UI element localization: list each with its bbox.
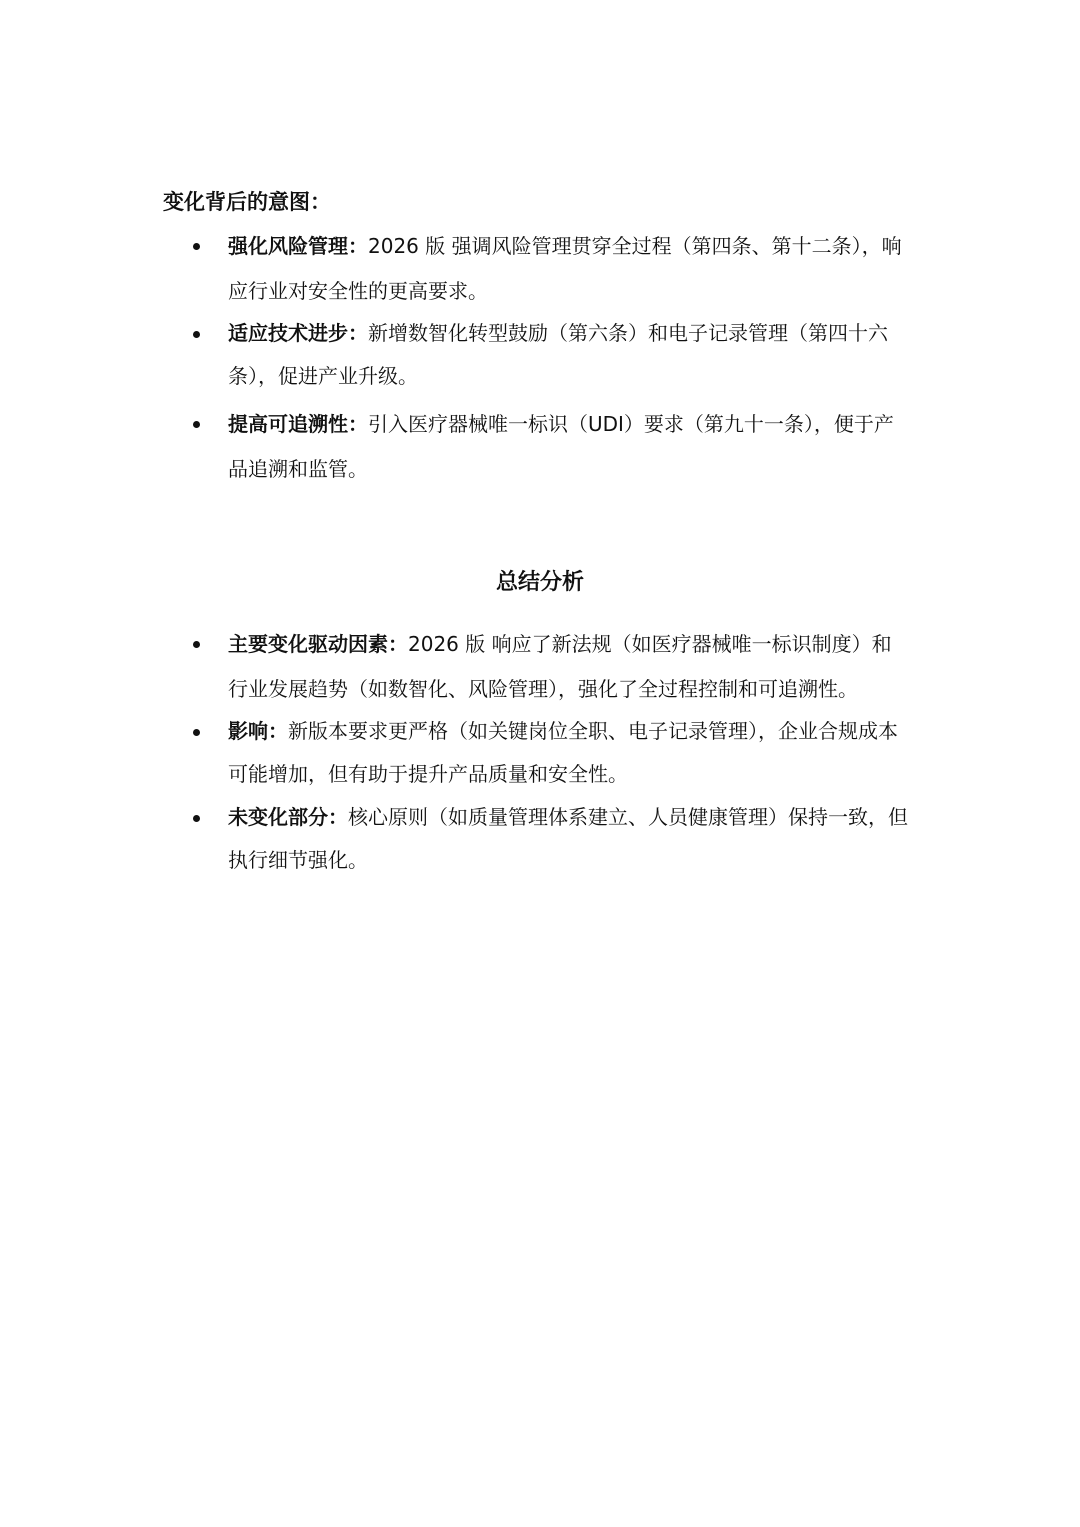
intent-heading: 变化背后的意图： xyxy=(163,190,331,214)
list-item xyxy=(0,224,1080,314)
list-item-text xyxy=(228,622,908,712)
list-item xyxy=(0,402,1080,492)
list-item xyxy=(0,710,1080,796)
bullet-dot-icon xyxy=(193,815,200,822)
summary-title: 总结分析 xyxy=(495,570,584,595)
list-item-body: 2026 版 响应了新法规（如医疗器械唯一标识制度）和行业发展趋势（如数智化、风险管理），强化了全过程控制和可追溯性。 xyxy=(228,632,892,701)
list-item-lead: 提高可追溯性： xyxy=(228,412,368,436)
list-item-body: 2026 版 强调风险管理贯穿全过程（第四条、第十二条），响应行业对安全性的更高要求。 xyxy=(228,234,902,303)
list-item xyxy=(0,796,1080,882)
summary-list xyxy=(0,622,1080,882)
list-item-text xyxy=(228,796,908,882)
list-item-text xyxy=(228,312,908,398)
list-item xyxy=(0,312,1080,398)
list-item-text xyxy=(228,710,908,796)
list-item-text xyxy=(228,224,908,314)
list-item-body: 核心原则（如质量管理体系建立、人员健康管理）保持一致，但执行细节强化。 xyxy=(228,805,908,872)
list-item-lead: 主要变化驱动因素： xyxy=(228,632,408,656)
bullet-dot-icon xyxy=(193,421,200,428)
list-item-lead: 适应技术进步： xyxy=(228,321,368,345)
list-item-body: 新增数智化转型鼓励（第六条）和电子记录管理（第四十六条），促进产业升级。 xyxy=(228,321,888,388)
intent-list xyxy=(0,224,1080,492)
list-item-body: 新版本要求更严格（如关键岗位全职、电子记录管理），企业合规成本可能增加，但有助于提升产品质量和安全性。 xyxy=(228,719,898,786)
list-item-lead: 影响： xyxy=(228,719,288,743)
list-item-text xyxy=(228,402,908,492)
bullet-dot-icon xyxy=(193,641,200,648)
list-item xyxy=(0,622,1080,712)
bullet-dot-icon xyxy=(193,331,200,338)
list-item-lead: 未变化部分： xyxy=(228,805,348,829)
bullet-dot-icon xyxy=(193,243,200,250)
list-item-lead: 强化风险管理： xyxy=(228,234,368,258)
list-item-body: 引入医疗器械唯一标识（UDI）要求（第九十一条），便于产品追溯和监管。 xyxy=(228,412,894,481)
bullet-dot-icon xyxy=(193,729,200,736)
